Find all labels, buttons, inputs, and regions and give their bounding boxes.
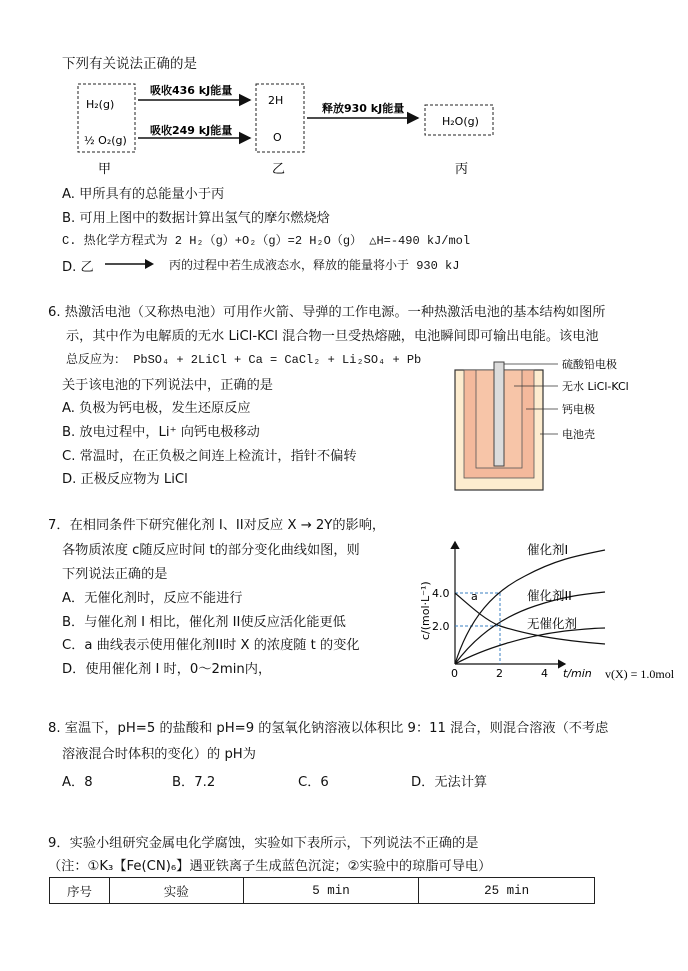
xtick-2: 2 — [496, 667, 503, 680]
q5-option-d: D. 乙 — [62, 260, 94, 275]
right-arrow-icon — [103, 257, 155, 271]
q6-line2: 示，其中作为电解质的无水 LiCl-KCl 混合物一旦受热熔融，电池瞬间即可输出电能。该电池 — [66, 329, 599, 344]
jia-h2: H₂(g) — [86, 98, 115, 111]
battery-diagram — [450, 352, 680, 492]
q8-option-a: A．8 — [62, 775, 93, 790]
q5-option-b: B. 可用上图中的数据计算出氢气的摩尔燃烧焓 — [62, 211, 330, 226]
q7-line3: 下列说法正确的是 — [62, 567, 168, 582]
q6-line3: 总反应为： PbSO₄ + 2LiCl + Ca = CaCl₂ + Li₂SO₄ + Pb — [66, 353, 422, 367]
label-shell: 电池壳 — [562, 428, 595, 441]
xtick-0: 0 — [451, 667, 458, 680]
q8-option-d: D．无法计算 — [411, 775, 488, 790]
q7-option-c: C．a 曲线表示使用催化剂II时 X 的浓度随 t 的变化 — [62, 638, 360, 653]
arrow3-label: 释放930 kJ能量 — [322, 102, 405, 115]
concentration-chart — [415, 536, 688, 686]
q5-option-d-tail: 丙的过程中若生成液态水，释放的能量将小于 930 kJ — [169, 259, 460, 273]
lead-sulfate-electrode — [494, 362, 504, 466]
table-header-row — [50, 878, 595, 904]
legend-catalyst-2: 催化剂II — [527, 588, 572, 603]
q5-option-a: A. 甲所具有的总能量小于丙 — [62, 187, 225, 202]
q8-option-c: C．6 — [298, 775, 329, 790]
label-lead-sulfate: 硫酸铅电极 — [562, 358, 617, 371]
q6-option-b: B. 放电过程中，Li⁺ 向钙电极移动 — [62, 425, 260, 440]
q7-line2: 各物质浓度 c随反应时间 t的部分变化曲线如图，则 — [62, 543, 360, 558]
q5-option-c: C. 热化学方程式为 2 H₂（g）+O₂（g）=2 H₂O（g） △H=-490 kJ/mol — [62, 234, 471, 248]
q6-option-c: C. 常温时，在正负极之间连上检流计，指针不偏转 — [62, 449, 357, 464]
header-5min: 5 min — [243, 878, 419, 904]
q7-line1: 7．在相同条件下研究催化剂 I、II对反应 X → 2Y的影响， — [48, 518, 386, 533]
legend-no-catalyst: 无催化剂 — [527, 616, 578, 631]
yi-top: 2H — [268, 94, 284, 107]
label-yi: 乙 — [272, 162, 286, 177]
arrow2-label: 吸收249 kJ能量 — [150, 124, 233, 137]
xtick-4: 4 — [541, 667, 548, 680]
q7-option-d: D．使用催化剂 I 时，0～2min内， — [62, 662, 272, 677]
header-25min: 25 min — [419, 878, 595, 904]
curve-catalyst-1 — [455, 550, 605, 664]
q8-line2: 溶液混合时体积的变化）的 pH为 — [62, 747, 256, 762]
q6-option-a: A. 负极为钙电极，发生还原反应 — [62, 401, 251, 416]
jia-o2: ½ O₂(g) — [84, 134, 127, 147]
chart-xlabel: t/min — [563, 667, 592, 680]
legend-catalyst-1: 催化剂I — [527, 542, 569, 557]
q9-note: （注：①K₃【Fe(CN)₆】遇亚铁离子生成蓝色沉淀；②实验中的琼脂可导电） — [48, 859, 492, 874]
chart-ylabel: c/(mol·L⁻¹) — [419, 581, 432, 640]
label-jia: 甲 — [98, 162, 112, 177]
experiment-table — [49, 877, 595, 904]
q8-option-b: B．7.2 — [172, 775, 216, 790]
curve-a-label: a — [471, 590, 478, 603]
q5-stem: 下列有关说法正确的是 — [62, 56, 197, 72]
q9-line1: 9．实验小组研究金属电化学腐蚀，实验如下表所示，下列说法不正确的是 — [48, 836, 479, 851]
q6-stem: 关于该电池的下列说法中，正确的是 — [62, 378, 273, 393]
q7-option-a: A．无催化剂时，反应不能进行 — [62, 591, 243, 606]
label-bing: 丙 — [455, 162, 469, 177]
q6-option-d: D. 正极反应物为 LiCl — [62, 472, 188, 487]
label-calcium: 钙电极 — [562, 403, 595, 416]
label-electrolyte: 无水 LiCl-KCl — [562, 380, 629, 393]
ytick-4: 4.0 — [432, 587, 450, 600]
header-index: 序号 — [50, 878, 110, 904]
bing-label: H₂O(g) — [442, 115, 479, 128]
q8-line1: 8. 室温下，pH=5 的盐酸和 pH=9 的氢氧化钠溶液以体积比 9：11 混合，则混合溶液（不考虑 — [48, 721, 609, 736]
yi-bottom: O — [273, 131, 282, 144]
header-experiment: 实验 — [109, 878, 243, 904]
energy-diagram — [70, 78, 510, 180]
q7-tail-text: v(X) = 1.0mol — [605, 667, 675, 681]
q7-option-b: B．与催化剂 I 相比，催化剂 II使反应活化能更低 — [62, 615, 346, 630]
arrow1-label: 吸收436 kJ能量 — [150, 84, 233, 97]
q6-line1: 6. 热激活电池（又称热电池）可用作火箭、导弹的工作电源。一种热激活电池的基本结构如图所 — [48, 305, 606, 320]
ytick-2: 2.0 — [432, 620, 450, 633]
